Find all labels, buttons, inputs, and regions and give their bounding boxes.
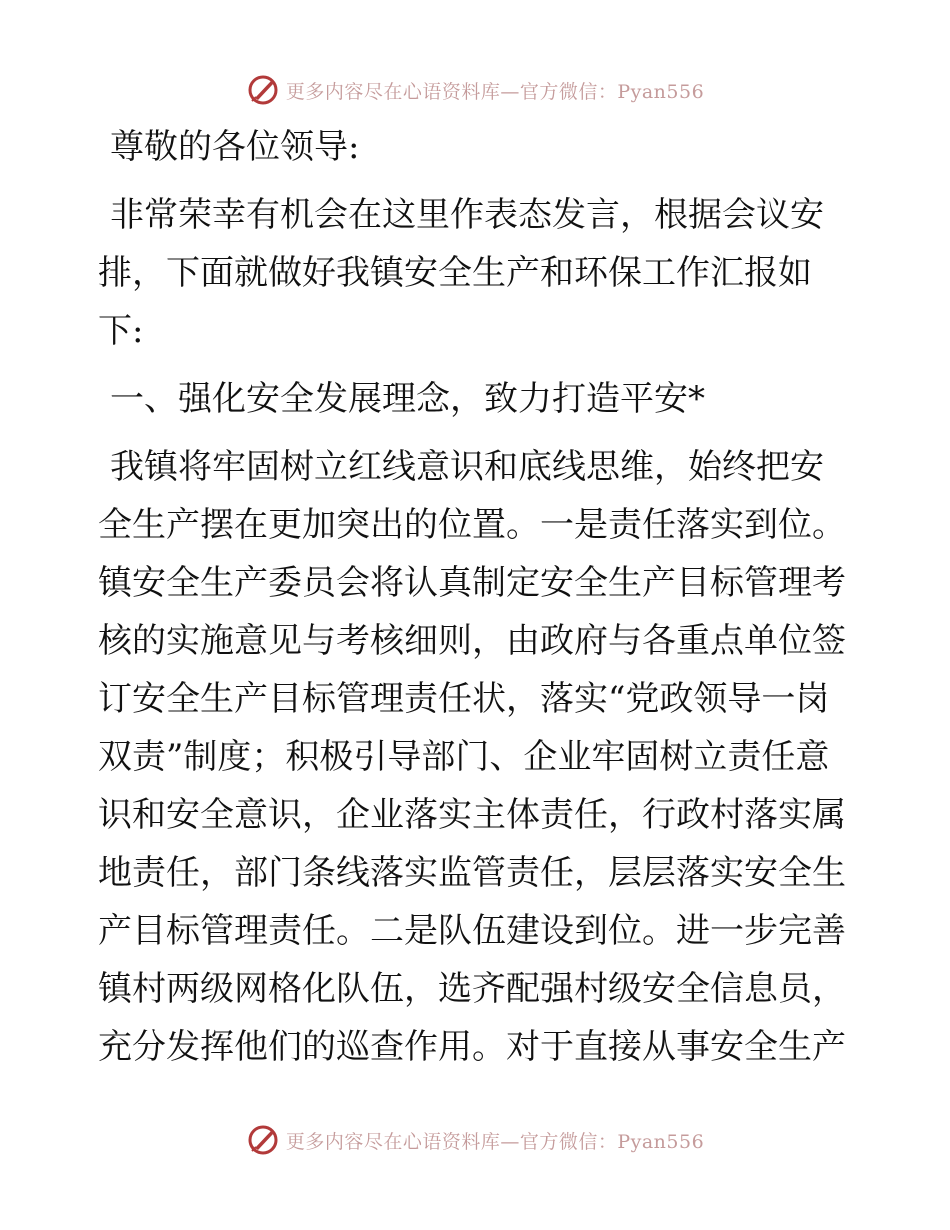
- watermark-text: 更多内容尽在心语资料库—官方微信：Pyan556: [285, 80, 705, 103]
- body-line: 充分发挥他们的巡查作用。对于直接从事安全生产: [98, 1027, 846, 1067]
- intro-line: 排，下面就做好我镇安全生产和环保工作汇报如: [98, 253, 812, 293]
- body-line: 我镇将牢固树立红线意识和底线思维，始终把安: [110, 447, 824, 487]
- body-line: 核的实施意见与考核细则，由政府与各重点单位签: [98, 621, 846, 661]
- body-line: 全生产摆在更加突出的位置。一是责任落实到位。: [98, 505, 846, 545]
- body-line: 产目标管理责任。二是队伍建设到位。进一步完善: [98, 911, 846, 951]
- body-line: 订安全生产目标管理责任状，落实“党政领导一岗: [98, 679, 830, 719]
- header-watermark: [0, 70, 950, 110]
- body-line: 双责”制度；积极引导部门、企业牢固树立责任意: [98, 737, 830, 777]
- intro-line: 非常荣幸有机会在这里作表态发言，根据会议安: [110, 195, 824, 235]
- quill-circle-logo-icon: [246, 73, 280, 107]
- section-heading: 一、强化安全发展理念，致力打造平安*: [110, 379, 705, 419]
- footer-watermark: [0, 1120, 950, 1160]
- body-line: 镇村两级网格化队伍，选齐配强村级安全信息员，: [98, 969, 846, 1009]
- quill-circle-logo-icon: [246, 1123, 280, 1157]
- document-body: [98, 118, 852, 1076]
- intro-line: 下:: [98, 311, 144, 351]
- body-line: 识和安全意识，企业落实主体责任，行政村落实属: [98, 795, 846, 835]
- body-line: 地责任，部门条线落实监管责任，层层落实安全生: [98, 853, 846, 893]
- watermark-text: 更多内容尽在心语资料库—官方微信：Pyan556: [285, 1130, 705, 1153]
- salutation: 尊敬的各位领导:: [110, 127, 360, 167]
- body-line: 镇安全生产委员会将认真制定安全生产目标管理考: [98, 563, 846, 603]
